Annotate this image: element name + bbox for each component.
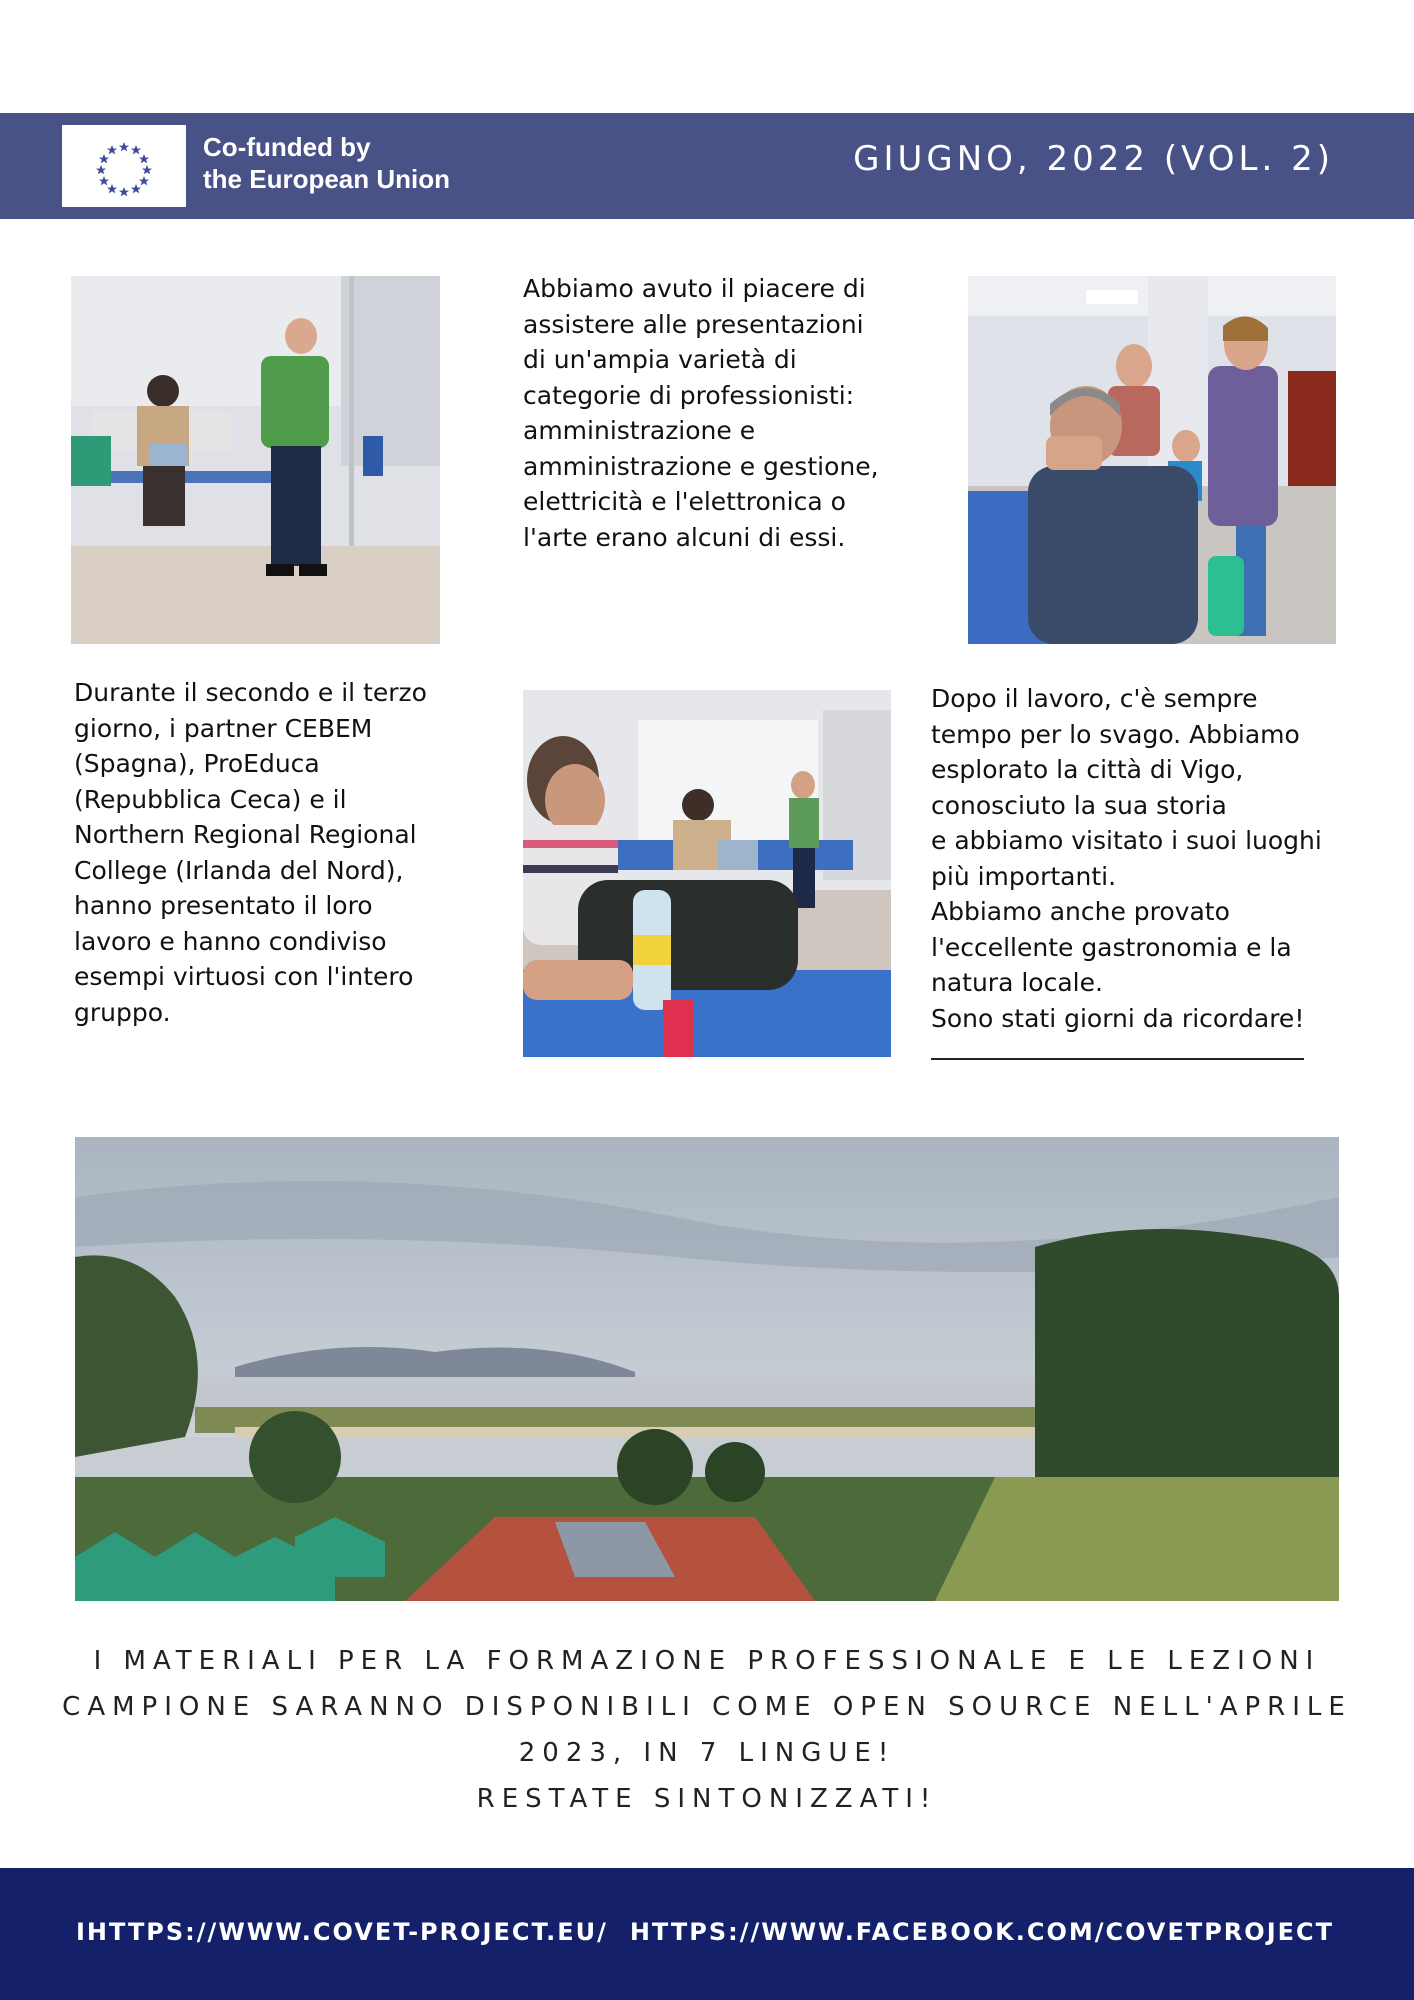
text-line: lavoro e hanno condiviso <box>74 926 387 956</box>
photo-speaker <box>71 276 440 644</box>
footer-bar <box>0 1868 1414 2000</box>
text-line: conosciuto la sua storia <box>931 790 1227 820</box>
eu-label-line1: Co-funded by <box>203 132 371 162</box>
announcement-text <box>40 1638 1374 1822</box>
text-line: hanno presentato il loro <box>74 891 373 920</box>
text-line: l'eccellente gastronomia e la <box>931 932 1292 962</box>
text-line: Dopo il lavoro, c'è sempre <box>931 684 1258 713</box>
eu-label-line2: the European Union <box>203 164 450 194</box>
text-line: Sono stati giorni da ricordare! <box>931 1003 1305 1033</box>
paragraph-leisure <box>931 681 1351 1036</box>
text-line: amministrazione e <box>523 416 756 445</box>
facebook-link[interactable]: HTTPS://WWW.FACEBOOK.COM/COVETPROJECT <box>629 1918 1334 1946</box>
announcement-line: I MATERIALI PER LA FORMAZIONE PROFESSIONALE E LE LEZIONI <box>93 1646 1321 1676</box>
text-line: Abbiamo avuto il piacere di <box>523 274 866 303</box>
announcement-line: 2023, IN 7 LINGUE! <box>518 1738 896 1768</box>
divider-line <box>931 1058 1304 1060</box>
text-line: di un'ampia varietà di <box>523 345 797 374</box>
issue-date: GIUGNO, 2022 (VOL. 2) <box>853 139 1334 179</box>
photo-discussion <box>968 276 1336 644</box>
text-line: amministrazione e gestione, <box>523 451 879 481</box>
text-line: elettricità e l'elettronica o <box>523 487 846 516</box>
text-line: Abbiamo anche provato <box>931 897 1230 926</box>
text-line: College (Irlanda del Nord), <box>74 855 404 885</box>
text-line: l'arte erano alcuni di essi. <box>523 522 846 552</box>
text-line: gruppo. <box>74 997 171 1027</box>
eu-flag-logo <box>62 125 186 207</box>
photo-meeting-table <box>523 690 891 1057</box>
text-line: natura locale. <box>931 968 1103 997</box>
text-line: categorie di professionisti: <box>523 380 855 410</box>
text-line: assistere alle presentazioni <box>523 309 864 339</box>
text-line: esplorato la città di Vigo, <box>931 755 1244 784</box>
photo-vigo-panorama <box>75 1137 1339 1601</box>
paragraph-partners <box>74 675 474 1030</box>
announcement-line: RESTATE SINTONIZZATI! <box>476 1784 938 1814</box>
eu-funding-label <box>203 131 450 195</box>
text-line: esempi virtuosi con l'intero <box>74 962 414 991</box>
header-bar <box>0 113 1414 219</box>
text-line: tempo per lo svago. Abbiamo <box>931 719 1300 749</box>
website-link[interactable]: IHTTPS://WWW.COVET-PROJECT.EU/ <box>76 1918 608 1946</box>
text-line: e abbiamo visitato i suoi luoghi <box>931 826 1322 855</box>
text-line: Durante il secondo e il terzo <box>74 678 427 707</box>
text-line: Northern Regional Regional <box>74 820 417 849</box>
text-line: (Repubblica Ceca) e il <box>74 784 347 814</box>
paragraph-presentations <box>523 271 903 555</box>
text-line: (Spagna), ProEduca <box>74 749 320 778</box>
text-line: giorno, i partner CEBEM <box>74 713 373 743</box>
text-line: più importanti. <box>931 861 1117 891</box>
announcement-line: CAMPIONE SARANNO DISPONIBILI COME OPEN SOURCE NELL'APRILE <box>62 1692 1352 1722</box>
